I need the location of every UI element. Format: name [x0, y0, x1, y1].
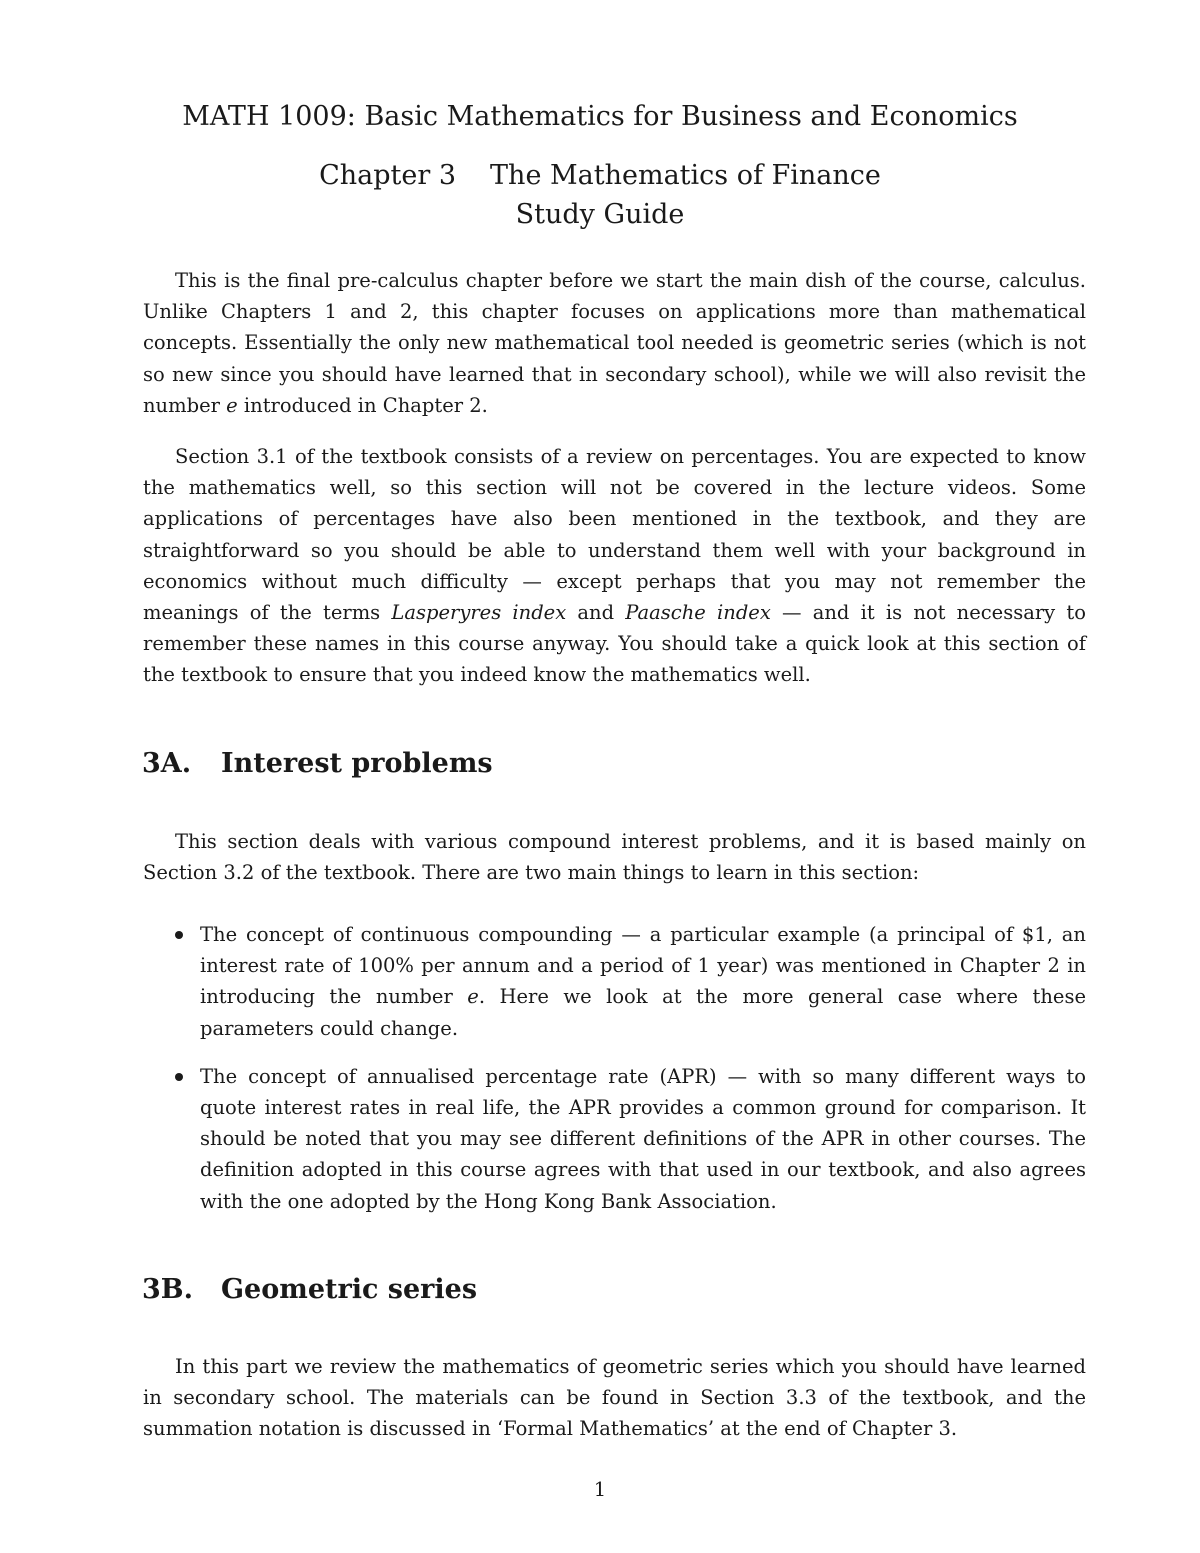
bullet-1-text-b: . Here we look at the more general case where these parameters could change. [200, 985, 1086, 1040]
section-3a-number: 3A. [142, 748, 192, 779]
section-3b-title: Geometric series [221, 1274, 478, 1305]
term-paasche-index: Paasche index [625, 601, 771, 625]
intro-paragraph-1-text: This is the final pre-calculus chapter before we start the main dish of the course, calculus. Unlike Chapters 1 and 2, this chapter focuses on applications more than mathematical concepts. Essentially the only new mathematical tool needed is geometric series (which is not so new since you should have learned that in secondary school), while we will also revisit the number [143, 269, 1086, 417]
section-3a-heading [142, 746, 493, 782]
chapter-name: The Mathematics of Finance [490, 160, 881, 191]
chapter-number: Chapter 3 [319, 160, 457, 191]
bullet-1-text-a: The concept of continuous compounding — a particular example (a principal of $1, an interest rate of 100% per annum and a period of 1 year) was mentioned in Chapter 2 in introducing the number [200, 923, 1086, 1009]
intro-paragraph-2 [143, 441, 1086, 691]
bullet-apr [143, 1061, 1086, 1217]
bullet-2-text: The concept of annualised percentage rate (APR) — with so many different ways to quote interest rates in real life, the APR provides a common ground for comparison. It should be noted that you may see different definitions of the APR in other courses. The definition adopted in this course agrees with that used in our textbook, and also agrees with the one adopted by the Hong Kong Bank Association. [200, 1064, 1086, 1213]
section-3a-bullet-list [143, 919, 1086, 1217]
bullet-dot-icon [175, 931, 183, 939]
chapter-title [0, 157, 1200, 195]
term-lasperyres-index: Lasperyres index [391, 601, 567, 625]
number-e-symbol: e [467, 985, 479, 1009]
bullet-dot-icon [175, 1073, 183, 1081]
intro-paragraph-2-text-a: Section 3.1 of the textbook consists of a review on percentages. You are expected to know the mathematics well, so this section will not be covered in the lecture videos. Some applications of percentages have also been mentioned in the textbook, and they are straightforward so you should be able to understand them well with your background in economics without much difficulty — except perhaps that you may not remember the meanings of the terms [143, 445, 1086, 625]
study-guide-title: Study Guide [515, 199, 685, 230]
section-3b-heading [142, 1272, 477, 1308]
bullet-continuous-compounding [143, 919, 1086, 1044]
course-title: MATH 1009: Basic Mathematics for Business and Economics [182, 101, 1018, 132]
page-number: 1 [593, 1478, 607, 1501]
intro-paragraph-2-text-b: and [566, 601, 626, 625]
intro-paragraph-1 [143, 265, 1086, 421]
section-3b-paragraph: In this part we review the mathematics of geometric series which you should have learned in secondary school. The materials can be found in Section 3.3 of the textbook, and the summation notation is discussed in ‘Formal Mathematics’ at the end of Chapter 3. [143, 1355, 1086, 1441]
section-3b-number: 3B. [142, 1274, 194, 1305]
section-3a-paragraph: This section deals with various compound interest problems, and it is based mainly on Section 3.2 of the textbook. There are two main things to learn in this section: [143, 830, 1086, 885]
intro-paragraph-2-text-c: — and it is not necessary to remember these names in this course anyway. You should take a quick look at this section of the textbook to ensure that you indeed know the mathematics well. [143, 601, 1086, 687]
intro-paragraph-1-tail: introduced in Chapter 2. [237, 393, 488, 417]
number-e-symbol: e [226, 393, 238, 417]
section-3a-title: Interest problems [221, 748, 493, 779]
